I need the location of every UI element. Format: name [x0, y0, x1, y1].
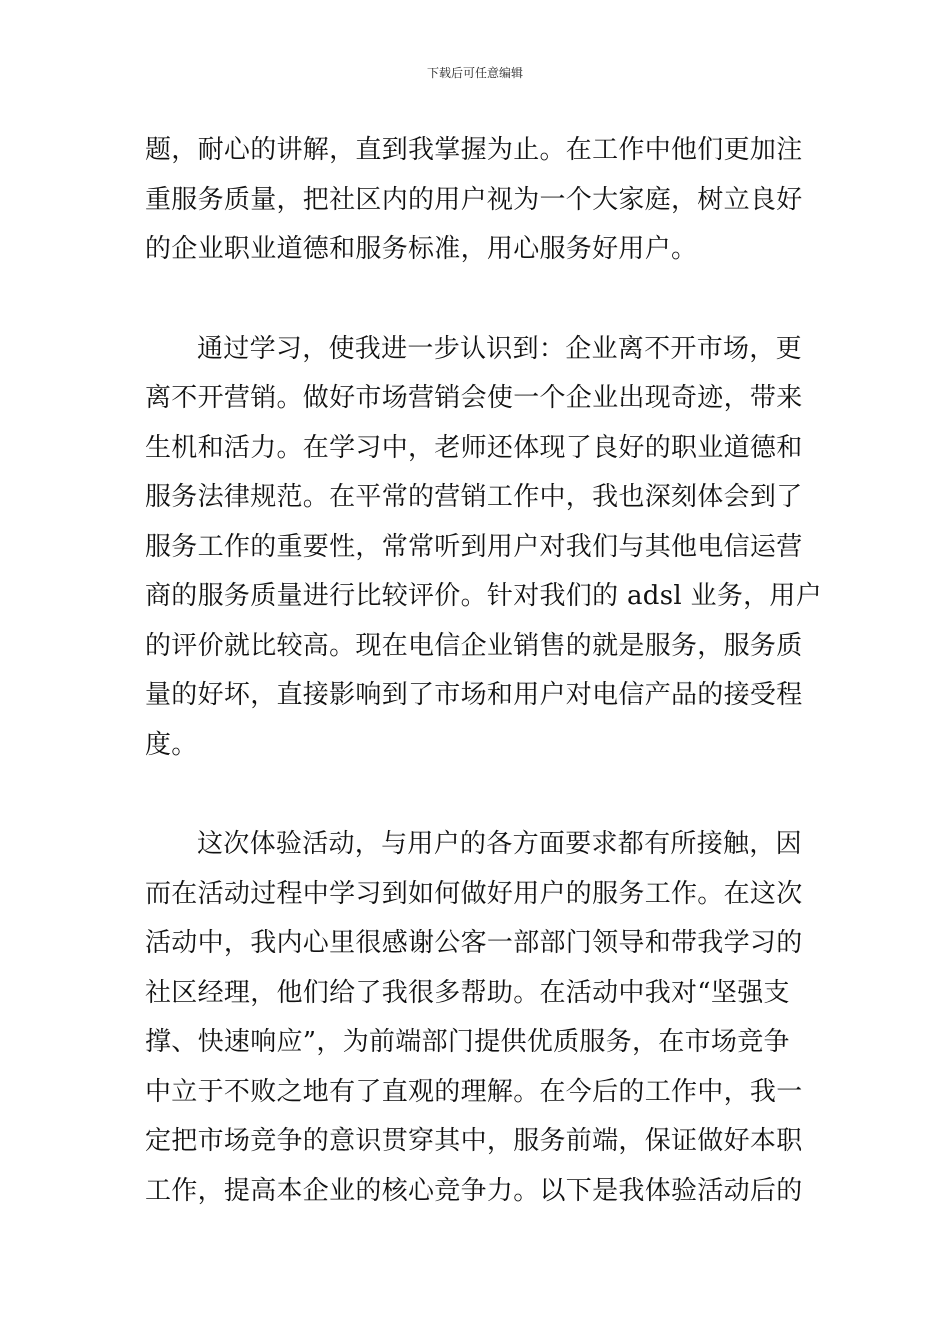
paragraph-3 [145, 820, 815, 1216]
document-body [145, 126, 823, 1216]
text-line: 生机和活力。在学习中，老师还体现了良好的职业道德和 [145, 432, 803, 463]
paragraph-1 [145, 126, 815, 275]
text-line: 服务法律规范。在平常的营销工作中，我也深刻体会到了 [145, 482, 803, 512]
text-line: 服务工作的重要性，常常听到用户对我们与其他电信运营 [145, 531, 803, 562]
text-line: 的企业职业道德和服务标准，用心服务好用户。 [145, 234, 698, 264]
text-line: 定把市场竞争的意识贯穿其中，服务前端，保证做好本职 [145, 1126, 803, 1156]
paragraph-spacer [145, 770, 815, 820]
text-line: 商的服务质量进行比较评价。针对我们的 adsl 业务，用户 [145, 581, 823, 611]
text-line: 活动中，我内心里很感谢公客一部部门领导和带我学习的 [145, 928, 803, 958]
text-line: 度。 [145, 729, 198, 760]
text-line: 社区经理，他们给了我很多帮助。在活动中我对“坚强支 [145, 977, 790, 1008]
text-line-first: 通过学习，使我进一步认识到：企业离不开市场，更 [197, 333, 802, 364]
paragraph-spacer [145, 275, 815, 325]
text-line: 量的好坏，直接影响到了市场和用户对电信产品的接受程 [145, 680, 803, 710]
text-line-first: 这次体验活动，与用户的各方面要求都有所接触，因 [197, 829, 802, 859]
text-line: 离不开营销。做好市场营销会使一个企业出现奇迹，带来 [145, 383, 803, 413]
text-line: 题，耐心的讲解，直到我掌握为止。在工作中他们更加注 [145, 135, 803, 165]
text-line: 而在活动过程中学习到如何做好用户的服务工作。在这次 [145, 878, 803, 909]
text-line: 的评价就比较高。现在电信企业销售的就是服务，服务质 [145, 630, 803, 661]
text-line: 工作，提高本企业的核心竞争力。以下是我体验活动后的 [145, 1175, 803, 1206]
page-header: 下载后可任意编辑 [426, 66, 523, 80]
text-line: 撑、快速响应”，为前端部门提供优质服务，在市场竞争 [145, 1027, 790, 1057]
text-line: 中立于不败之地有了直观的理解。在今后的工作中，我一 [145, 1076, 803, 1107]
text-line: 重服务质量，把社区内的用户视为一个大家庭，树立良好 [145, 184, 803, 215]
paragraph-2 [145, 325, 823, 771]
